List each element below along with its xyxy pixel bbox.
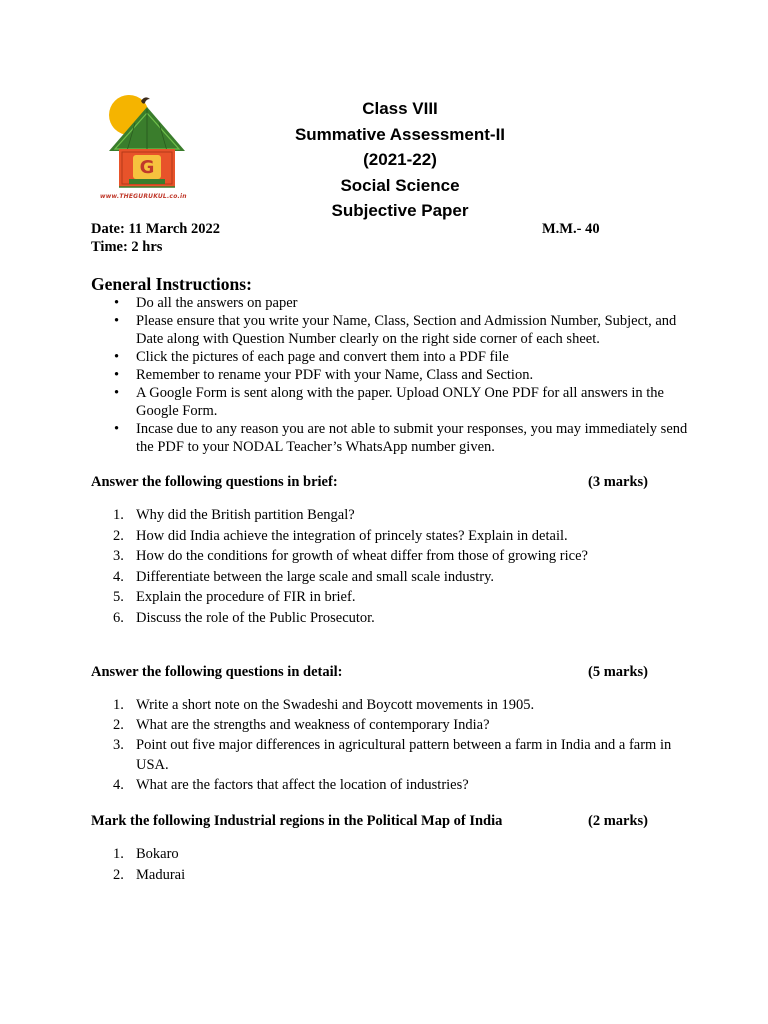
subject-title: Social Science bbox=[340, 175, 460, 195]
question-item: 4. What are the factors that affect the location of industries? bbox=[113, 777, 469, 793]
brief-questions-list bbox=[91, 505, 691, 628]
question-item: 1. Why did the British partition Bengal? bbox=[113, 507, 355, 523]
question-item: 2. What are the strengths and weakness of contemporary India? bbox=[113, 717, 490, 733]
question-item: 4. Differentiate between the large scale and small scale industry. bbox=[113, 568, 495, 585]
question-item: 3. Point out five major differences in agricultural pattern between a farm in India and a farm in USA. bbox=[113, 737, 672, 773]
exam-time: Time: 2 hrs bbox=[91, 239, 163, 255]
paper-type-title: Subjective Paper bbox=[331, 201, 469, 220]
gurukul-logo bbox=[97, 93, 197, 203]
assessment-title: Summative Assessment-II bbox=[294, 124, 506, 144]
section-marks: (5 marks) bbox=[588, 664, 649, 680]
section-brief-heading bbox=[91, 473, 651, 491]
bird-icon bbox=[141, 97, 150, 103]
logo-letter: G bbox=[139, 157, 155, 178]
class-title: Class VIII bbox=[362, 99, 438, 118]
section-marks: (3 marks) bbox=[588, 474, 649, 490]
instruction-item: • Please ensure that you write your Name, Class, Section and Admission Number, Subject, and Date along with Question Number clearly on the right side corner of each sheet. bbox=[91, 312, 691, 348]
section-detail-heading bbox=[91, 663, 651, 681]
instructions-list bbox=[91, 294, 691, 456]
section-heading-text: Mark the following Industrial regions in the Political Map of India bbox=[91, 813, 503, 829]
exam-date: Date: 11 March 2022 bbox=[91, 221, 220, 237]
question-item: 3. How do the conditions for growth of wheat differ from those of growing rice? bbox=[113, 548, 588, 564]
instruction-item: • Incase due to any reason you are not able to submit your responses, you may immediately send the PDF to your NODAL Teacher’s WhatsApp number given. bbox=[91, 420, 691, 456]
question-item: 5. Explain the procedure of FIR in brief. bbox=[113, 589, 356, 605]
question-item: 2. Madurai bbox=[113, 866, 186, 883]
question-item: 1. Bokaro bbox=[113, 846, 179, 862]
instruction-item: • A Google Form is sent along with the paper. Upload ONLY One PDF for all answers in the Google Form. bbox=[91, 384, 691, 420]
logo-caption: www.THEGURUKUL.co.in bbox=[100, 193, 187, 200]
map-questions-list bbox=[91, 844, 691, 885]
question-item: 2. How did India achieve the integration of princely states? Explain in detail. bbox=[113, 527, 568, 544]
detail-questions-list bbox=[91, 695, 691, 795]
session-title: (2021-22) bbox=[363, 150, 437, 169]
instruction-item: • Remember to rename your PDF with your Name, Class and Section. bbox=[91, 366, 691, 384]
section-marks: (2 marks) bbox=[588, 813, 649, 829]
section-heading-text: Answer the following questions in brief: bbox=[91, 474, 338, 490]
section-heading-text: Answer the following questions in detail: bbox=[91, 664, 343, 680]
instruction-item: • Do all the answers on paper bbox=[91, 294, 691, 312]
max-marks: M.M.- 40 bbox=[542, 221, 600, 237]
general-instructions-title: General Instructions: bbox=[91, 274, 252, 294]
section-map-heading bbox=[91, 812, 651, 830]
question-item: 6. Discuss the role of the Public Prosecutor. bbox=[113, 609, 375, 626]
instruction-item: • Click the pictures of each page and convert them into a PDF file bbox=[91, 348, 691, 366]
paper-title-block bbox=[250, 96, 550, 224]
question-item: 1. Write a short note on the Swadeshi and Boycott movements in 1905. bbox=[113, 697, 535, 713]
